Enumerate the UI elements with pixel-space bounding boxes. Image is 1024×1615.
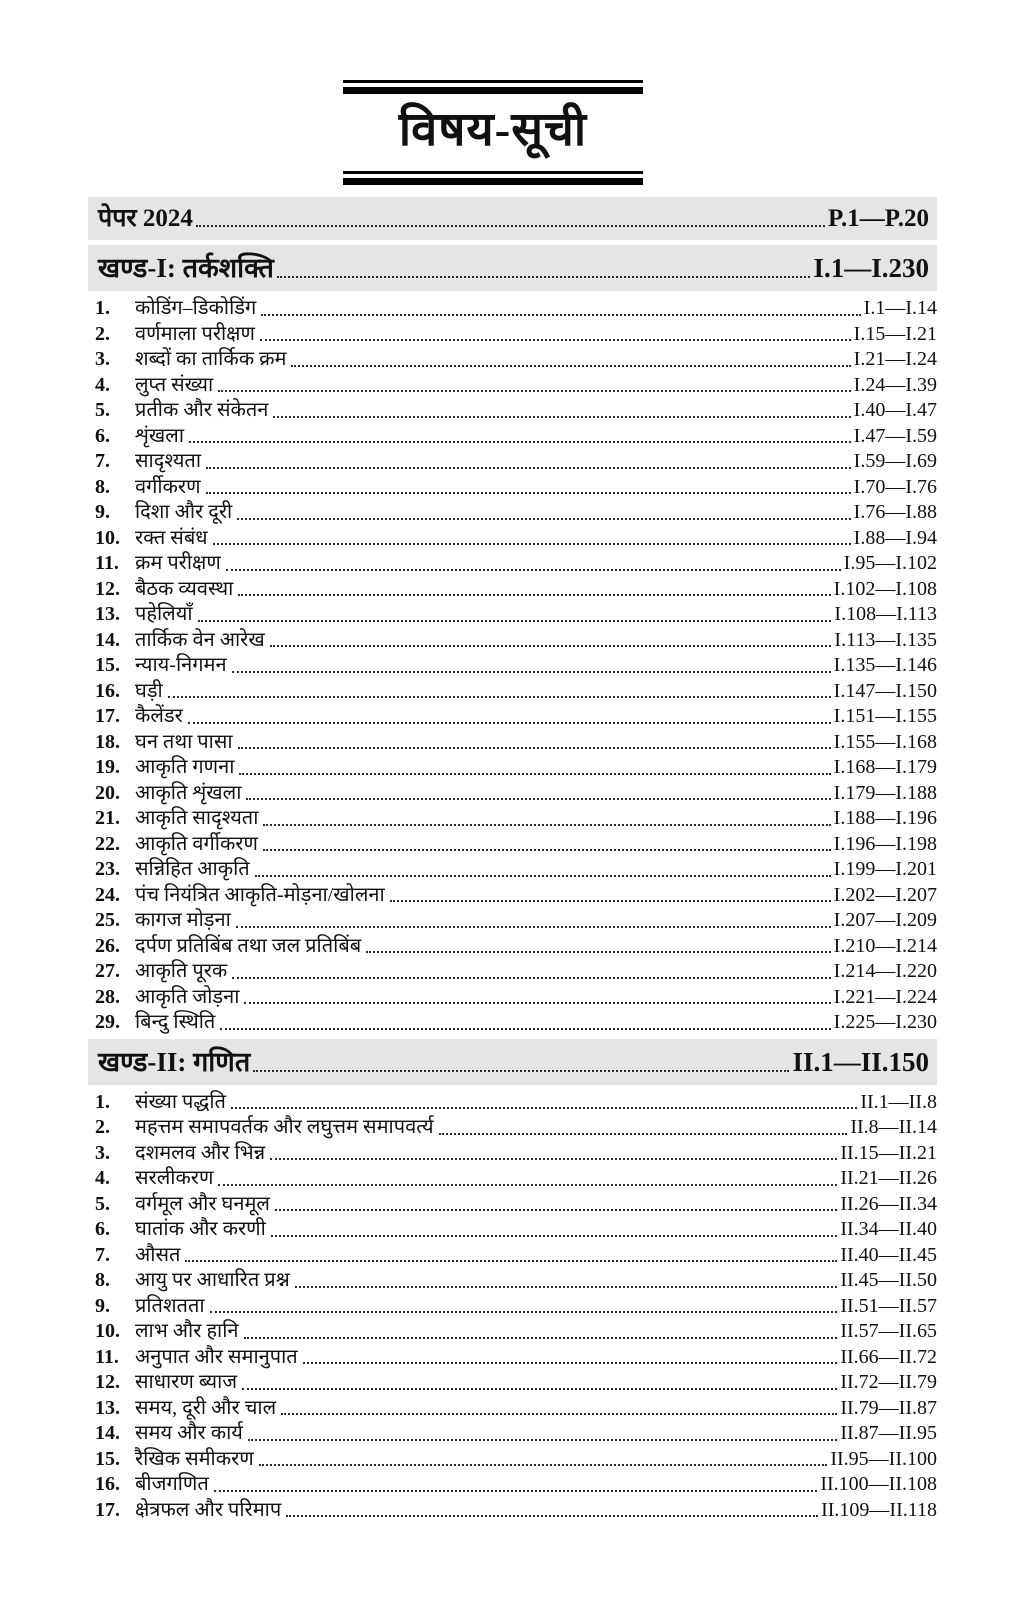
item-number: 28. [95,985,120,1008]
toc-item [88,347,937,373]
item-number: 2. [95,322,110,345]
item-title: कोडिंग–डिकोडिंग [135,297,257,320]
item-title: बैठक व्यवस्था [135,577,234,600]
item-title: अनुपात और समानुपात [135,1345,298,1368]
item-pages: I.1—I.14 [863,297,937,320]
item-number: 25. [95,909,120,932]
item-pages: I.88—I.94 [853,526,937,549]
item-number: 12. [95,1371,120,1394]
paper-label: पेपर 2024 [98,205,193,233]
item-pages: I.210—I.214 [833,934,937,957]
toc-page [0,80,1024,1523]
toc-item [88,602,937,628]
toc-item [88,1166,937,1192]
toc-item [88,1141,937,1167]
section-heading-row [88,245,937,291]
item-number: 9. [95,1294,110,1317]
item-title: आकृति जोड़ना [135,985,240,1008]
dot-leader [263,824,830,826]
item-pages: II.66—II.72 [840,1345,937,1368]
dot-leader [439,1133,848,1135]
item-title: दिशा और दूरी [135,501,233,524]
page-title: विषय-सूची [398,104,588,156]
section-pages: II.1—II.150 [792,1046,929,1077]
item-pages: I.59—I.69 [853,450,937,473]
item-title: न्याय-निगमन [135,654,227,677]
toc-item [88,628,937,654]
item-pages: I.108—I.113 [834,603,937,626]
item-title: सरलीकरण [135,1167,214,1190]
toc-item [88,934,937,960]
item-pages: I.24—I.39 [853,373,937,396]
item-number: 10. [95,526,120,549]
item-number: 3. [95,348,110,371]
dot-leader [259,1464,828,1466]
item-number: 3. [95,1141,110,1164]
toc-item [88,959,937,985]
section-item-list [88,296,937,1036]
item-number: 11. [95,552,119,575]
item-pages: I.207—I.209 [833,909,937,932]
item-number: 16. [95,679,120,702]
item-pages: I.15—I.21 [853,322,937,345]
toc-item [88,1319,937,1345]
dot-leader [198,620,832,622]
item-pages: I.102—I.108 [833,577,937,600]
dot-leader [246,798,830,800]
dot-leader [231,1107,857,1109]
toc-item [88,1192,937,1218]
dot-leader [238,594,830,596]
item-title: आकृति सादृश्यता [135,807,259,830]
item-pages: II.45—II.50 [840,1269,937,1292]
item-number: 26. [95,934,120,957]
item-pages: II.40—II.45 [840,1243,937,1266]
item-pages: II.100—II.108 [820,1473,937,1496]
item-number: 17. [95,705,120,728]
toc-item [88,1396,937,1422]
toc-item [88,322,937,348]
item-number: 19. [95,756,120,779]
item-pages: I.188—I.196 [833,807,937,830]
item-pages: II.1—II.8 [860,1090,937,1113]
toc-item [88,755,937,781]
item-title: बिन्दु स्थिति [135,1011,216,1034]
item-title: महत्तम समापवर्तक और लघुत्तम समापवर्त्य [135,1116,434,1139]
item-number: 1. [95,1090,110,1113]
section-heading: खण्ड-II: गणित [98,1046,251,1077]
toc-item [88,1217,937,1243]
toc-item [88,296,937,322]
toc-item [88,1447,937,1473]
dot-leader [237,518,850,520]
dot-leader [189,441,851,443]
toc-item [88,1010,937,1036]
item-title: शृंखला [135,424,185,447]
dot-leader [188,722,831,724]
dot-leader [273,416,850,418]
dot-leader [244,1002,830,1004]
toc-item [88,1472,937,1498]
toc-section [88,1039,937,1524]
toc-item [88,475,937,501]
item-pages: I.214—I.220 [833,960,937,983]
item-title: क्रम परीक्षण [135,552,221,575]
item-number: 6. [95,424,110,447]
item-title: घातांक और करणी [135,1218,266,1241]
toc-item [88,449,937,475]
item-pages: I.40—I.47 [853,399,937,422]
item-title: लाभ और हानि [135,1320,239,1343]
item-number: 13. [95,1396,120,1419]
toc-item [88,1370,937,1396]
toc-item [88,577,937,603]
item-number: 21. [95,807,120,830]
toc-item [88,679,937,705]
item-pages: II.34—II.40 [840,1218,937,1241]
dot-leader [286,1515,818,1517]
item-number: 10. [95,1320,120,1343]
toc-item [88,730,937,756]
toc-item [88,1498,937,1524]
toc-item [88,704,937,730]
title-top-thick-rule [343,87,643,94]
item-number: 8. [95,475,110,498]
dot-leader [253,1070,789,1072]
dot-leader [255,875,831,877]
toc-item [88,551,937,577]
dot-leader [291,365,850,367]
section-heading-row [88,1039,937,1085]
item-pages: II.95—II.100 [830,1447,937,1470]
item-title: घड़ी [135,679,163,702]
paper-row [88,197,937,240]
item-title: समय, दूरी और चाल [135,1396,277,1419]
item-pages: II.72—II.79 [840,1371,937,1394]
toc-item [88,832,937,858]
item-number: 20. [95,781,120,804]
page-title-block [343,80,643,185]
item-number: 4. [95,373,110,396]
item-title: सन्निहित आकृति [135,858,250,881]
item-number: 16. [95,1473,120,1496]
title-bottom-thick-rule [343,178,643,185]
toc-item [88,1294,937,1320]
dot-leader [261,314,860,316]
item-pages: II.57—II.65 [840,1320,937,1343]
item-title: संख्या पद्धति [135,1090,226,1113]
toc-item [88,883,937,909]
item-number: 15. [95,654,120,677]
item-pages: I.151—I.155 [833,705,937,728]
toc-item [88,373,937,399]
item-title: आयु पर आधारित प्रश्न [135,1269,290,1292]
item-number: 5. [95,1192,110,1215]
item-number: 27. [95,960,120,983]
item-title: आकृति पूरक [135,960,228,983]
item-number: 24. [95,883,120,906]
item-number: 12. [95,577,120,600]
item-number: 17. [95,1498,120,1521]
item-number: 7. [95,450,110,473]
dot-leader [232,671,831,673]
item-pages: I.155—I.168 [833,730,937,753]
item-title: सादृश्यता [135,450,201,473]
toc-item [88,653,937,679]
item-number: 5. [95,399,110,422]
dot-leader [168,696,831,698]
item-pages: I.95—I.102 [843,552,937,575]
item-pages: II.8—II.14 [850,1116,937,1139]
item-pages: I.179—I.188 [833,781,937,804]
toc-item [88,1115,937,1141]
item-title: बीजगणित [135,1473,209,1496]
dot-leader [214,1490,818,1492]
item-pages: I.225—I.230 [833,1011,937,1034]
item-number: 11. [95,1345,119,1368]
item-title: तार्किक वेन आरेख [135,628,265,651]
toc-section [88,245,937,1036]
item-title: आकृति शृंखला [135,781,242,804]
dot-leader [242,1388,837,1390]
item-pages: I.199—I.201 [833,858,937,881]
item-title: रक्त संबंध [135,526,208,549]
toc-item [88,1421,937,1447]
toc-content [88,197,937,1523]
item-pages: II.26—II.34 [840,1192,937,1215]
item-pages: II.15—II.21 [840,1141,937,1164]
dot-leader [185,1260,837,1262]
item-pages: I.135—I.146 [833,654,937,677]
title-bottom-thin-rule [343,171,643,174]
dot-leader [218,390,851,392]
item-title: कागज मोड़ना [135,909,231,932]
item-title: समय और कार्य [135,1422,243,1445]
toc-item [88,857,937,883]
dot-leader [277,276,811,278]
dot-leader [206,467,851,469]
item-title: रैखिक समीकरण [135,1447,254,1470]
item-number: 6. [95,1218,110,1241]
dot-leader [271,1235,838,1237]
item-number: 15. [95,1447,120,1470]
paper-pages: P.1—P.20 [828,205,929,233]
item-pages: I.196—I.198 [833,832,937,855]
dot-leader [196,225,825,227]
item-number: 14. [95,628,120,651]
item-number: 13. [95,603,120,626]
dot-leader [238,747,831,749]
dot-leader [213,543,851,545]
toc-item [88,1345,937,1371]
item-pages: II.79—II.87 [840,1396,937,1419]
item-title: वर्गीकरण [135,475,201,498]
item-number: 8. [95,1269,110,1292]
item-title: औसत [135,1243,181,1266]
item-title: प्रतीक और संकेतन [135,399,269,422]
item-title: दशमलव और भिन्न [135,1141,266,1164]
item-pages: I.221—I.224 [833,985,937,1008]
dot-leader [275,1209,837,1211]
item-title: घन तथा पासा [135,730,233,753]
toc-item [88,526,937,552]
toc-item [88,781,937,807]
dot-leader [220,1028,830,1030]
sections-container [88,245,937,1523]
toc-item [88,1243,937,1269]
dot-leader [270,645,832,647]
item-number: 9. [95,501,110,524]
dot-leader [210,1311,838,1313]
item-title: प्रतिशतता [135,1294,205,1317]
item-pages: I.47—I.59 [853,424,937,447]
item-pages: II.87—II.95 [840,1422,937,1445]
item-number: 22. [95,832,120,855]
dot-leader [390,900,831,902]
item-pages: II.51—II.57 [840,1294,937,1317]
item-pages: I.70—I.76 [853,475,937,498]
section-pages: I.1—I.230 [813,253,929,284]
toc-item [88,1268,937,1294]
item-pages: I.202—I.207 [833,883,937,906]
item-title: दर्पण प्रतिबिंब तथा जल प्रतिबिंब [135,934,362,957]
dot-leader [236,926,831,928]
toc-item [88,500,937,526]
toc-item [88,908,937,934]
dot-leader [281,1413,837,1415]
item-number: 2. [95,1116,110,1139]
toc-item [88,985,937,1011]
dot-leader [206,492,851,494]
item-number: 23. [95,858,120,881]
item-number: 4. [95,1167,110,1190]
title-top-thin-rule [343,80,643,83]
dot-leader [263,849,831,851]
item-pages: I.168—I.179 [833,756,937,779]
item-title: पंच नियंत्रित आकृति-मोड़ना/खोलना [135,883,385,906]
dot-leader [244,1337,838,1339]
item-number: 1. [95,297,110,320]
item-pages: II.109—II.118 [821,1498,937,1521]
item-title: शब्दों का तार्किक क्रम [135,348,287,371]
dot-leader [270,1158,837,1160]
toc-item [88,806,937,832]
dot-leader [366,951,831,953]
item-title: आकृति वर्गीकरण [135,832,258,855]
item-number: 29. [95,1011,120,1034]
toc-item [88,398,937,424]
dot-leader [239,773,830,775]
item-title: साधारण ब्याज [135,1371,238,1394]
toc-item [88,1090,937,1116]
item-title: पहेलियाँ [135,603,193,626]
dot-leader [218,1184,837,1186]
item-number: 18. [95,730,120,753]
item-title: क्षेत्रफल और परिमाप [135,1498,282,1521]
item-number: 7. [95,1243,110,1266]
item-pages: I.76—I.88 [853,501,937,524]
item-pages: I.113—I.135 [834,628,937,651]
item-title: लुप्त संख्या [135,373,214,396]
item-title: आकृति गणना [135,756,235,779]
section-heading: खण्ड-I: तर्कशक्ति [98,253,274,284]
item-number: 14. [95,1422,120,1445]
dot-leader [248,1439,837,1441]
toc-item [88,424,937,450]
item-title: कैलेंडर [135,705,183,728]
dot-leader [226,569,841,571]
item-title: वर्गमूल और घनमूल [135,1192,270,1215]
item-pages: I.147—I.150 [833,679,937,702]
dot-leader [295,1286,838,1288]
dot-leader [260,339,851,341]
dot-leader [232,977,830,979]
dot-leader [303,1362,838,1364]
item-pages: I.21—I.24 [853,348,937,371]
item-pages: II.21—II.26 [840,1167,937,1190]
item-title: वर्णमाला परीक्षण [135,322,255,345]
section-item-list [88,1090,937,1524]
